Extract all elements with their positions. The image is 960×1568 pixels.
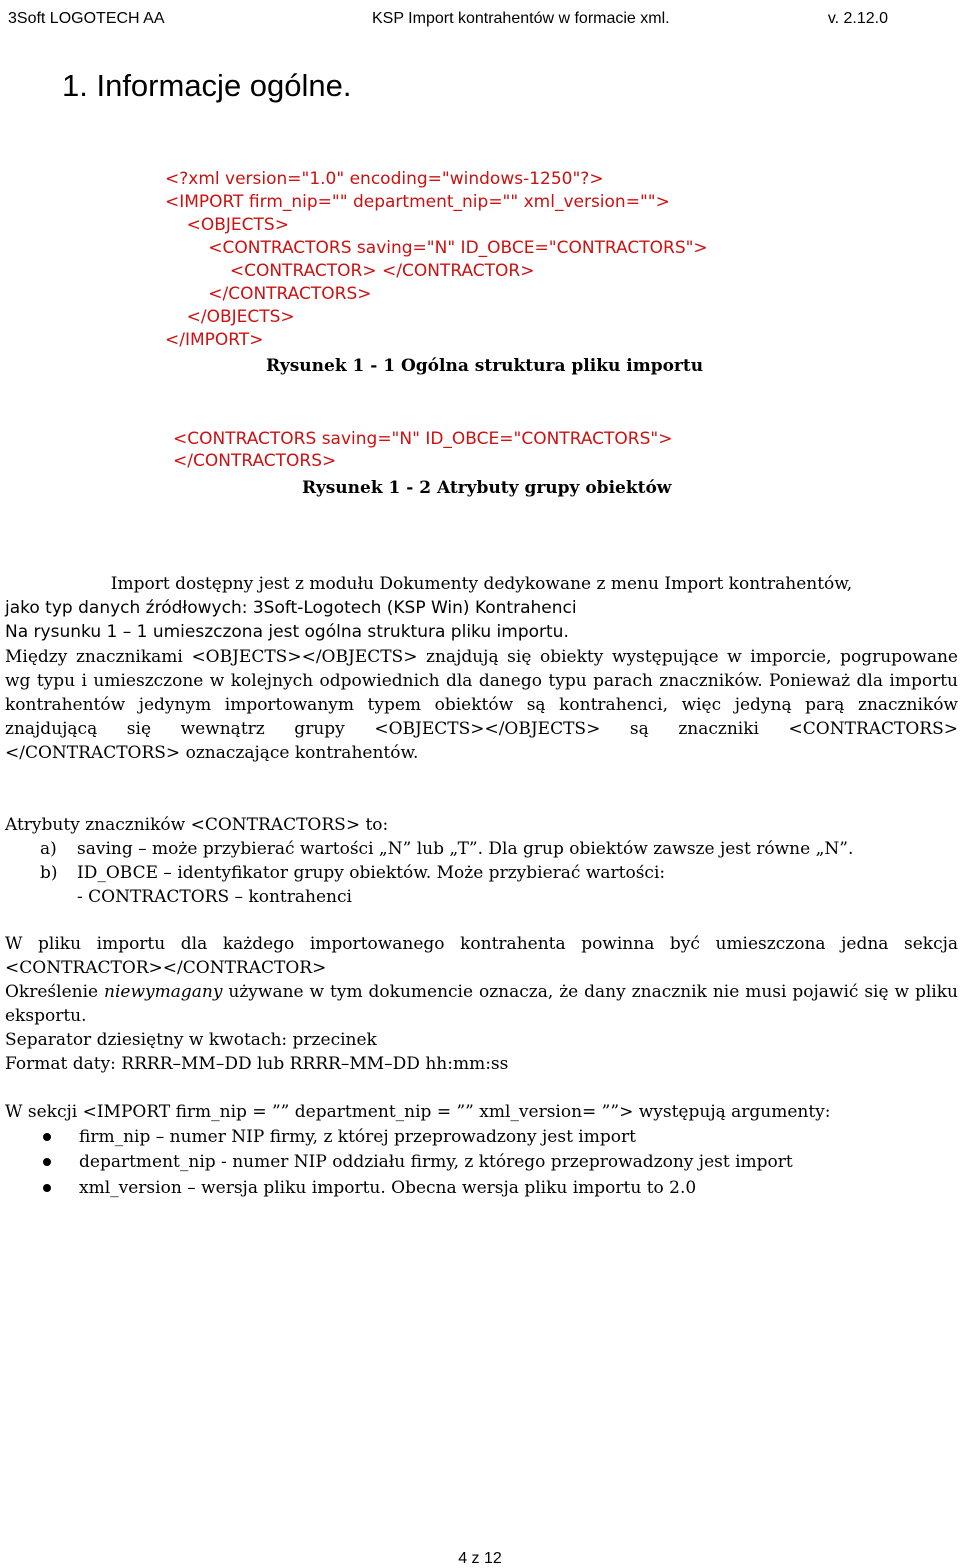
- definition-after: używane w tym dokumencie oznacza, że dany znacznik nie musi pojawić się w pliku eksportu.: [5, 982, 958, 1026]
- list-text: xml_version – wersja pliku importu. Obecna wersja pliku importu to 2.0: [79, 1177, 697, 1198]
- code-line: </CONTRACTORS>: [173, 451, 337, 471]
- import-section: [5, 1100, 958, 1201]
- page-number: 4 z 12: [458, 1550, 502, 1567]
- intro-paragraph: [5, 572, 958, 644]
- definition-term: niewymagany: [104, 982, 223, 1002]
- section-title: 1. Informacje ogólne.: [62, 68, 352, 103]
- list-item: [5, 1124, 958, 1150]
- code-line: <IMPORT firm_nip="" department_nip="" xml_version="">: [165, 192, 670, 212]
- list-item: [5, 861, 958, 885]
- contractor-section-paragraph: W pliku importu dla każdego importowanego kontrahenta powinna być umieszczona jedna sekcja <CONTRACTOR></CONTRACTOR>: [5, 934, 958, 978]
- header-version: v. 2.12.0: [827, 10, 888, 27]
- list-label: a): [40, 839, 57, 859]
- code-line: <CONTRACTOR> </CONTRACTOR>: [165, 261, 535, 281]
- xml-structure-figure: [165, 168, 708, 352]
- code-line: </IMPORT>: [165, 330, 264, 350]
- bullet-icon: [43, 1158, 51, 1166]
- attributes-intro: Atrybuty znaczników <CONTRACTORS> to:: [5, 815, 389, 835]
- list-text: saving – może przybierać wartości „N” lub „T”. Dla grup obiektów zawsze jest równe „N”.: [77, 839, 854, 859]
- code-line: <OBJECTS>: [165, 215, 289, 235]
- list-item: [5, 837, 958, 861]
- intro-line-1: Import dostępny jest z modułu Dokumenty dedykowane z menu Import kontrahentów,: [110, 574, 853, 594]
- figure2-caption: Rysunek 1 - 2 Atrybuty grupy obiektów: [302, 478, 672, 498]
- attributes-list: [5, 837, 958, 885]
- figure1-caption: Rysunek 1 - 1 Ogólna struktura pliku importu: [266, 356, 704, 376]
- intro-line-3: Na rysunku 1 – 1 umieszczona jest ogólna struktura pliku importu.: [5, 622, 569, 642]
- code-line: <?xml version="1.0" encoding="windows-1250"?>: [165, 169, 604, 189]
- header-company: 3Soft LOGOTECH AA: [8, 10, 165, 27]
- code-line: <CONTRACTORS saving="N" ID_OBCE="CONTRACTORS">: [173, 429, 673, 449]
- bullet-icon: [43, 1184, 51, 1192]
- definition-before: Określenie: [5, 982, 99, 1002]
- list-item: [5, 1175, 958, 1201]
- xml-attributes-figure: [173, 428, 672, 472]
- objects-paragraph: Między znacznikami <OBJECTS></OBJECTS> znajdują się obiekty występujące w imporcie, pogrupowane wg typu i umieszczone w kolejnych odpowiednich dla danego typu parach znaczników. Ponieważ dla importu kontrahentów jedynym importowanym typem obiektów są kontrahenci, więc jedyną parą znaczników znajdującą się wewnątrz grupy <OBJECTS></OBJECTS> są znaczniki <CONTRACTORS></CONTRACTORS> oznaczające kontrahentów.: [5, 647, 958, 763]
- import-intro: W sekcji <IMPORT firm_nip = ”” department_nip = ”” xml_version= ””> występują argumenty:: [5, 1102, 831, 1122]
- separator-line: Separator dziesiętny w kwotach: przecinek: [5, 1030, 377, 1050]
- import-arguments-list: [5, 1124, 958, 1201]
- code-line: <CONTRACTORS saving="N" ID_OBCE="CONTRACTORS">: [165, 238, 708, 258]
- intro-line-2: jako typ danych źródłowych: 3Soft-Logotech (KSP Win) Kontrahenci: [5, 598, 577, 618]
- list-text: firm_nip – numer NIP firmy, z której przeprowadzony jest import: [79, 1126, 636, 1147]
- definition-paragraph: [5, 980, 958, 1028]
- code-line: </CONTRACTORS>: [165, 284, 372, 304]
- list-text: department_nip - numer NIP oddziału firmy, z którego przeprowadzony jest import: [79, 1152, 793, 1173]
- date-format-line: Format daty: RRRR–MM–DD lub RRRR–MM–DD hh:mm:ss: [5, 1054, 509, 1074]
- header-document-title: KSP Import kontrahentów w formacie xml.: [372, 10, 670, 27]
- list-text: ID_OBCE – identyfikator grupy obiektów. Może przybierać wartości:: [77, 863, 666, 883]
- bullet-icon: [43, 1133, 51, 1141]
- list-item: [5, 1150, 958, 1176]
- list-label: b): [40, 863, 58, 883]
- code-line: </OBJECTS>: [165, 307, 295, 327]
- attributes-section: [5, 813, 958, 909]
- attributes-subitem: - CONTRACTORS – kontrahenci: [77, 887, 352, 907]
